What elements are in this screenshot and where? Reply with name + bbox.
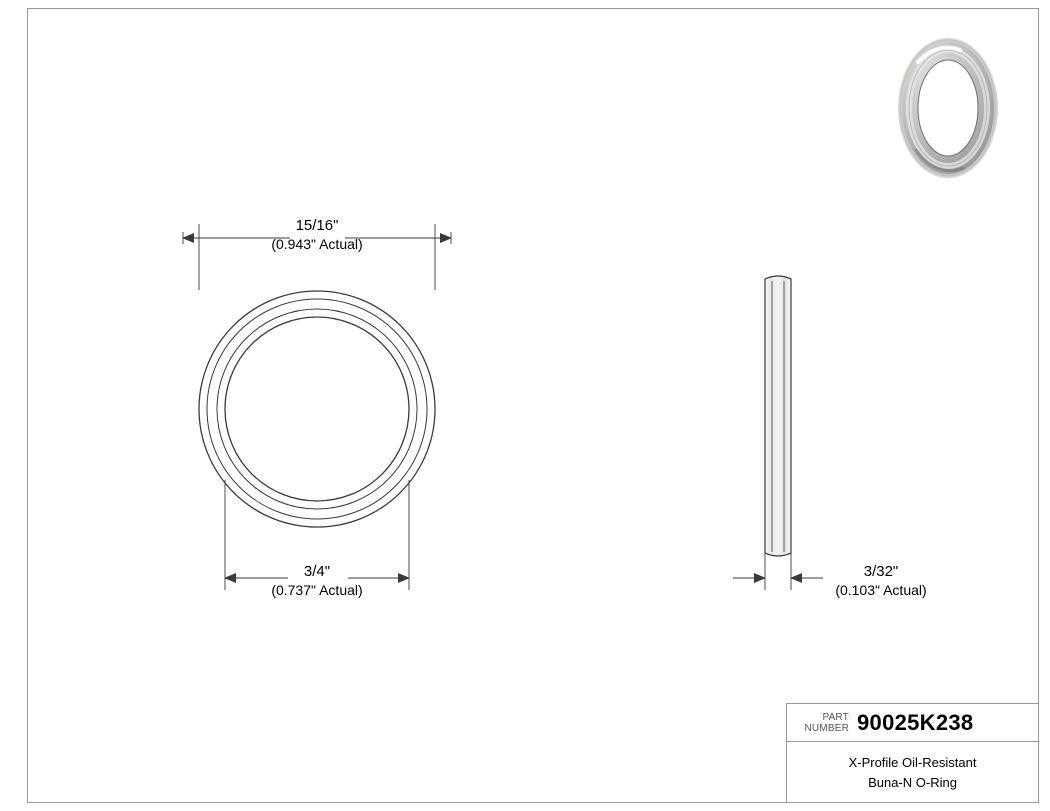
title-block-description [787,742,1038,803]
isometric-oring-render [900,40,996,176]
title-block-part-row [787,704,1038,742]
id-actual: (0.737" Actual) [271,582,363,598]
description-line-1: X-Profile Oil-Resistant [848,754,977,770]
dimension-label-inside-diameter [237,562,397,600]
dimension-label-cross-section-width [801,562,961,600]
od-actual: (0.943" Actual) [271,236,363,252]
od-nominal: 15/16" [295,217,339,234]
cs-nominal: 3/32" [863,563,899,580]
title-block [786,703,1039,803]
part-number-value: 90025K238 [857,709,974,735]
description-line-2: Buna-N O-Ring [868,774,957,790]
cs-actual: (0.103" Actual) [835,582,927,598]
part-number-label [787,712,855,734]
side-view-oring [765,276,791,556]
id-nominal: 3/4" [303,563,331,580]
front-view-oring [199,291,435,527]
part-label-line2: NUMBER [804,722,849,734]
part-label-line1: PART [822,711,849,723]
dimension-label-outside-diameter [237,216,397,254]
